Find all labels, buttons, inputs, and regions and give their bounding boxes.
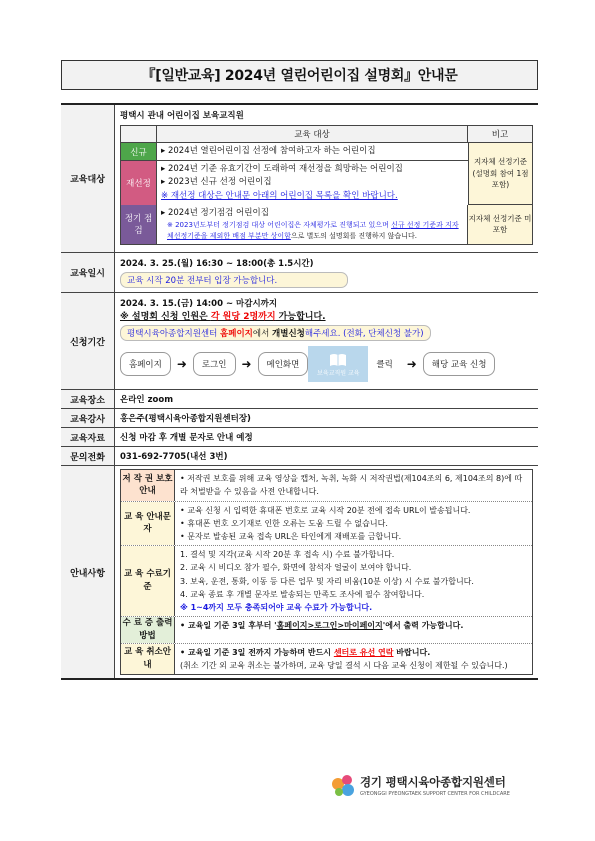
arrow-right-icon: ➜ (406, 357, 417, 372)
place-row (61, 390, 538, 409)
book-icon (308, 346, 368, 382)
entry-pill: 교육 시작 20분 전부터 입장 가능합니다. (120, 272, 348, 288)
step-main: 메인화면 (258, 352, 309, 376)
material-value: 신청 마감 후 개별 문자로 안내 예정 (120, 433, 253, 444)
target-new-line: 2024년 열린어린이집 선정에 참여하고자 하는 어린이집 (167, 146, 376, 156)
completion-item2: 2. 교육 시 비디오 참가 필수, 화면에 참석자 얼굴이 보여야 합니다. (180, 563, 412, 573)
target-row (61, 105, 538, 253)
step-homepage: 홈페이지 (120, 352, 171, 376)
completion-summary: ※ 1~4까지 모두 충족되어야 교육 수료가 가능합니다. (180, 602, 373, 612)
sms-line2: • 휴대폰 번호 오기재로 인한 오류는 도움 드릴 수 없습니다. (180, 518, 388, 528)
target-label: 교육대상 (61, 105, 115, 252)
step-apply: 해당 교육 신청 (423, 352, 496, 376)
notice-row (61, 466, 538, 678)
contact-row (61, 447, 538, 466)
sms-label: 교 육 안내문자 (121, 502, 175, 546)
step-login: 로그인 (193, 352, 236, 376)
completion-item1: 1. 결석 및 지각(교육 시작 20분 후 접속 시) 수료 불가합니다. (180, 550, 395, 560)
reselect-note: ※ 재선정 대상은 안내문 아래의 어린이집 목록을 확인 바랍니다. (161, 190, 398, 201)
notice-copyright (121, 470, 532, 501)
lecturer-row (61, 409, 538, 428)
contact-label: 문의전화 (61, 447, 115, 465)
material-label: 교육자료 (61, 428, 115, 446)
copyright-text: • 저작권 보호를 위해 교육 영상을 캡처, 녹취, 녹화 시 저작권법(제104조의 6, 제104조의 8)에 따라 처벌받을 수 있음을 사전 안내합니다. (180, 474, 523, 497)
date-value: 2024. 3. 25.(월) 16:30 ~ 18:00(총 1.5시간) (120, 259, 314, 270)
place-label: 교육장소 (61, 390, 115, 408)
category-inspection: 정기 점검 (121, 205, 157, 245)
notice-sms (121, 502, 532, 547)
document-title: 『[일반교육] 2024년 열린어린이집 설명회』안내문 (61, 60, 538, 90)
note-selection-criteria: 지자체 선정기준 (설명회 참여 1점 포함) (468, 143, 532, 205)
notice-certificate: 수 료 증 출력방법 • 교육일 기준 3일 후부터 '홈페이지>로그인>마이페이지'에서 출력 가능합니다. (121, 617, 532, 644)
place-value: 온라인 zoom (120, 395, 174, 406)
category-new: 신규 (121, 143, 157, 160)
target-table (120, 125, 533, 245)
target-row-inspection: 정기 점검 ▸ 2024년 정기점검 어린이집 ※ 2023년도부터 정기점검 대상 어린이집은 자체평가로 진행되고 있으며 신규 선정 기준과 지자체선정기준을 제외한 배점 부분만 상이함으로 별도의 설명회를 진행하지 않습니다. 지자체 선정기준 미포함 (121, 205, 532, 245)
info-table (61, 103, 538, 680)
sms-line1: • 교육 신청 시 입력한 휴대폰 번호로 교육 시작 20분 전에 접속 URL이 발송됩니다. (180, 505, 471, 515)
contact-value: 031-692-7705(내선 3번) (120, 452, 228, 463)
inspection-note: ※ 2023년도부터 정기점검 대상 어린이집은 자체평가로 진행되고 있으며 신규 선정 기준과 지자체선정기준을 제외한 배점 부분만 상이함으로 별도의 설명회를 진행하지 않습니다. (167, 220, 459, 241)
completion-item3: 3. 보육, 운전, 통화, 이동 등 다른 업무 및 자리 비움(10분 이상) 시 수료 불가합니다. (180, 576, 474, 586)
target-intro: 평택시 관내 어린이집 보육교직원 (120, 111, 244, 121)
category-reselect: 재선정 (121, 161, 157, 205)
target-row-reselect: 재선정 ▸ 2024년 기준 유효기간이 도래하여 재선정을 희망하는 어린이집 ▸ 2023년 신규 선정 어린이집 ※ 재선정 대상은 안내문 아래의 어린이집 목록을 확인 바랍니다. (121, 161, 468, 205)
apply-row (61, 293, 538, 390)
target-inspection-line: 2024년 정기점검 어린이집 (167, 207, 269, 218)
notice-completion (121, 546, 532, 617)
apply-period: 2024. 3. 15.(금) 14:00 ~ 마감시까지 (120, 299, 278, 310)
lecturer-value: 홍은주(평택시육아종합지원센터장) (120, 414, 251, 425)
apply-limit: ※ 설명회 신청 인원은 각 원당 2명까지 가능합니다. (120, 312, 326, 323)
copyright-label: 저 작 권 보호안내 (121, 470, 175, 500)
center-logo-icon (330, 772, 356, 798)
target-row-new: 신규 ▸ 2024년 열린어린이집 선정에 참여하고자 하는 어린이집 (121, 143, 468, 161)
certificate-path: 홈페이지>로그인>마이페이지 (276, 621, 383, 631)
notice-table (120, 469, 533, 675)
target-reselect-line1: 2024년 기준 유효기간이 도래하여 재선정을 희망하는 어린이집 (167, 164, 403, 175)
date-row (61, 253, 538, 293)
notice-cancel: 교 육 취소안내 • 교육일 기준 3일 전까지 가능하며 반드시 센터로 유선 연락 바랍니다. (취소 기간 외 교육 취소는 불가하며, 교육 당일 결석 시 다음 교육 신청이 제한될 수 있습니다.) (121, 644, 532, 674)
arrow-right-icon: ➜ (176, 357, 187, 372)
target-header-note: 비고 (491, 130, 509, 140)
target-reselect-line2: 2023년 신규 선정 어린이집 (167, 177, 272, 188)
apply-steps (120, 346, 533, 382)
notice-label: 안내사항 (61, 466, 115, 678)
certificate-label: 수 료 증 출력방법 (121, 617, 175, 643)
open-book-icon (329, 352, 347, 368)
date-label: 교육일시 (61, 253, 115, 292)
lecturer-label: 교육강사 (61, 409, 115, 427)
target-header-subject: 교육 대상 (157, 126, 468, 142)
step-click: 클릭 (368, 352, 400, 376)
book-label: 보육교직원 교육 (317, 369, 360, 377)
cancel-note: (취소 기간 외 교육 취소는 불가하며, 교육 당일 결석 시 다음 교육 신청이 제한될 수 있습니다.) (180, 660, 508, 670)
footer-logo (330, 772, 510, 798)
apply-label: 신청기간 (61, 293, 115, 389)
footer-name: 경기 평택시육아종합지원센터 (360, 774, 506, 789)
material-row (61, 428, 538, 447)
completion-label: 교 육 수료기준 (121, 546, 175, 616)
sms-line3: • 문자로 발송된 교육 접속 URL은 타인에게 재배포를 금합니다. (180, 531, 402, 541)
note-no-criteria: 지자체 선정기준 미포함 (468, 205, 532, 245)
apply-pill: 평택시육아종합지원센터 홈페이지에서 개별신청해주세요. (전화, 단체신청 불가) (120, 325, 431, 341)
footer-en: GYEONGGI PYEONGTAEK SUPPORT CENTER FOR CHILDCARE (360, 790, 510, 797)
completion-item4: 4. 교육 종료 후 개별 문자로 발송되는 만족도 조사에 필수 참여합니다. (180, 589, 425, 599)
arrow-right-icon: ➜ (241, 357, 252, 372)
cancel-label: 교 육 취소안내 (121, 644, 175, 674)
cancel-phone: 센터로 유선 연락 (333, 647, 394, 657)
